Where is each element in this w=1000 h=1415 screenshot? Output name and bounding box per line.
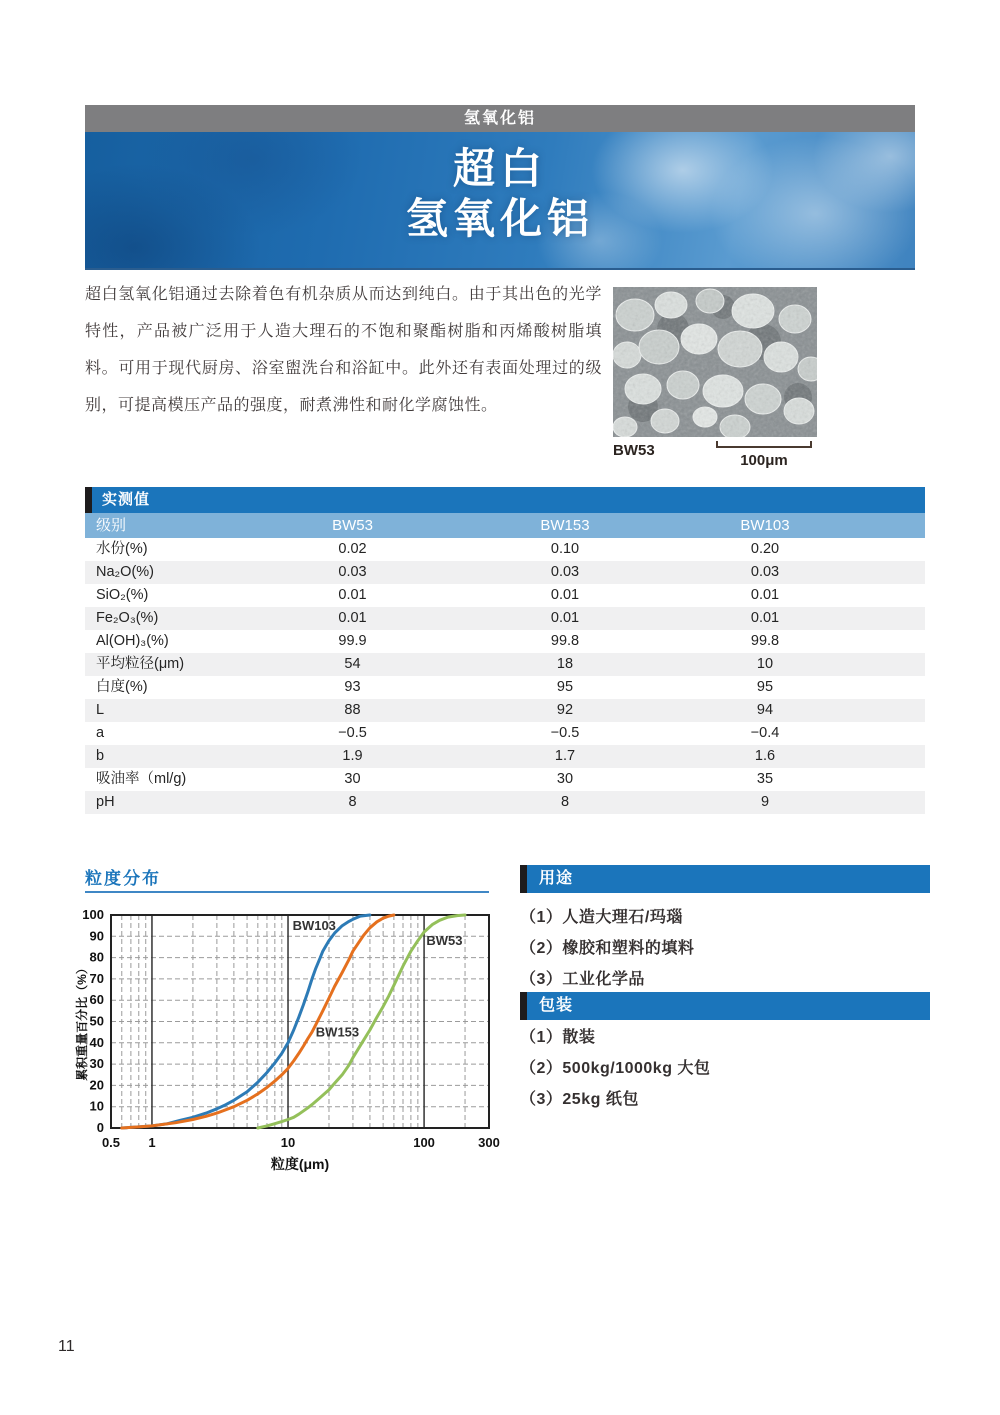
table-row: Fe₂O₃(%) 0.01 0.01 0.01 — [85, 607, 925, 630]
svg-text:300: 300 — [478, 1135, 500, 1150]
grade-col-bw103: BW103 — [740, 517, 790, 534]
particle-size-chart — [75, 905, 505, 1190]
applications-list — [520, 902, 694, 995]
category-label: 氢氧化铝 — [463, 110, 536, 127]
table-row: L 88 92 94 — [85, 699, 925, 722]
table-row: Al(OH)₃(%) 99.9 99.8 99.8 — [96, 633, 780, 649]
sem-caption — [613, 440, 817, 476]
table-title: 实测值 — [102, 491, 151, 508]
curve-label-bw53: BW53 — [426, 932, 463, 948]
table-row: 平均粒径(μm) 54 18 10 — [85, 653, 925, 676]
table-row: 水份(%) 0.02 0.10 0.20 — [96, 541, 780, 557]
svg-text:1: 1 — [148, 1135, 156, 1150]
product-title-line2: 氢氧化铝 — [405, 195, 594, 242]
category-bar — [85, 105, 915, 132]
list-item: （2）橡胶和塑料的填料 — [520, 940, 695, 957]
product-title-line1: 超白 — [452, 145, 547, 192]
svg-text:20: 20 — [89, 1077, 104, 1093]
applications-title: 用途 — [539, 870, 574, 887]
sem-figure — [613, 287, 817, 476]
table-title-bar — [85, 487, 925, 513]
table-row: a −0.5 −0.5 −0.4 — [96, 725, 780, 741]
svg-text:100: 100 — [82, 907, 104, 922]
table-row: b 1.9 1.7 1.6 — [85, 745, 925, 768]
grade-row-label: 级别 — [96, 517, 127, 534]
svg-text:30: 30 — [89, 1056, 104, 1072]
page-number: 11 — [58, 1338, 75, 1355]
hero-banner — [85, 132, 915, 270]
svg-text:10: 10 — [280, 1135, 296, 1150]
table-row: 白度(%) 93 95 95 — [96, 679, 774, 695]
svg-text:10: 10 — [89, 1098, 104, 1114]
table-row: pH 8 8 9 — [85, 791, 925, 814]
svg-text:80: 80 — [89, 949, 104, 965]
sem-grade-label: BW53 — [613, 442, 655, 459]
grade-header-row — [85, 513, 925, 538]
table-row: 吸油率（ml/g) 30 30 35 — [96, 771, 774, 787]
packaging-list — [520, 1022, 710, 1115]
svg-text:60: 60 — [89, 992, 104, 1008]
svg-text:90: 90 — [89, 928, 104, 944]
list-item: （1）人造大理石/玛瑙 — [520, 909, 683, 926]
chart-title-underline — [85, 891, 489, 893]
intro-paragraph: 超白氢氧化铝通过去除着色有机杂质从而达到纯白。由于其出色的光学特性，产品被广泛用于人造大理石的不饱和聚酯树脂和丙烯酸树脂填料。可用于现代厨房、浴室盥洗台和浴缸中。此外还有表面处理过的级别，可提高模压产品的强度，耐煮沸性和耐化学腐蚀性。 — [85, 286, 602, 414]
packaging-header — [520, 992, 930, 1020]
list-item: （1）散装 — [520, 1029, 596, 1046]
curve-label-bw103: BW103 — [292, 917, 336, 933]
svg-text:50: 50 — [89, 1013, 104, 1029]
x-axis-label: 粒度(μm) — [270, 1156, 330, 1172]
list-item: （3）工业化学品 — [520, 971, 645, 988]
scale-bar — [716, 446, 812, 448]
svg-text:0.5: 0.5 — [101, 1135, 121, 1150]
scale-bar-label: 100μm — [740, 452, 788, 469]
applications-header — [520, 865, 930, 893]
grade-col-bw53: BW53 — [332, 517, 373, 534]
y-axis-label: 累积重量百分比（%） — [75, 962, 89, 1081]
curve-label-bw153: BW153 — [315, 1024, 360, 1040]
list-item: （3）25kg 纸包 — [520, 1091, 639, 1108]
grade-col-bw153: BW153 — [540, 517, 590, 534]
svg-text:70: 70 — [89, 970, 104, 986]
measurements-table — [85, 487, 925, 814]
list-item: （2）500kg/1000kg 大包 — [520, 1060, 711, 1077]
svg-text:0: 0 — [96, 1120, 104, 1135]
sem-image — [613, 287, 817, 437]
chart-title: 粒度分布 — [85, 869, 161, 888]
product-title — [85, 132, 915, 244]
svg-text:40: 40 — [89, 1034, 104, 1050]
svg-text:100: 100 — [413, 1135, 435, 1150]
measurement-rows — [85, 538, 925, 814]
table-row: Na₂O(%) 0.03 0.03 0.03 — [85, 561, 925, 584]
packaging-title: 包装 — [539, 997, 574, 1014]
table-row: SiO₂(%) 0.01 0.01 0.01 — [96, 587, 780, 603]
